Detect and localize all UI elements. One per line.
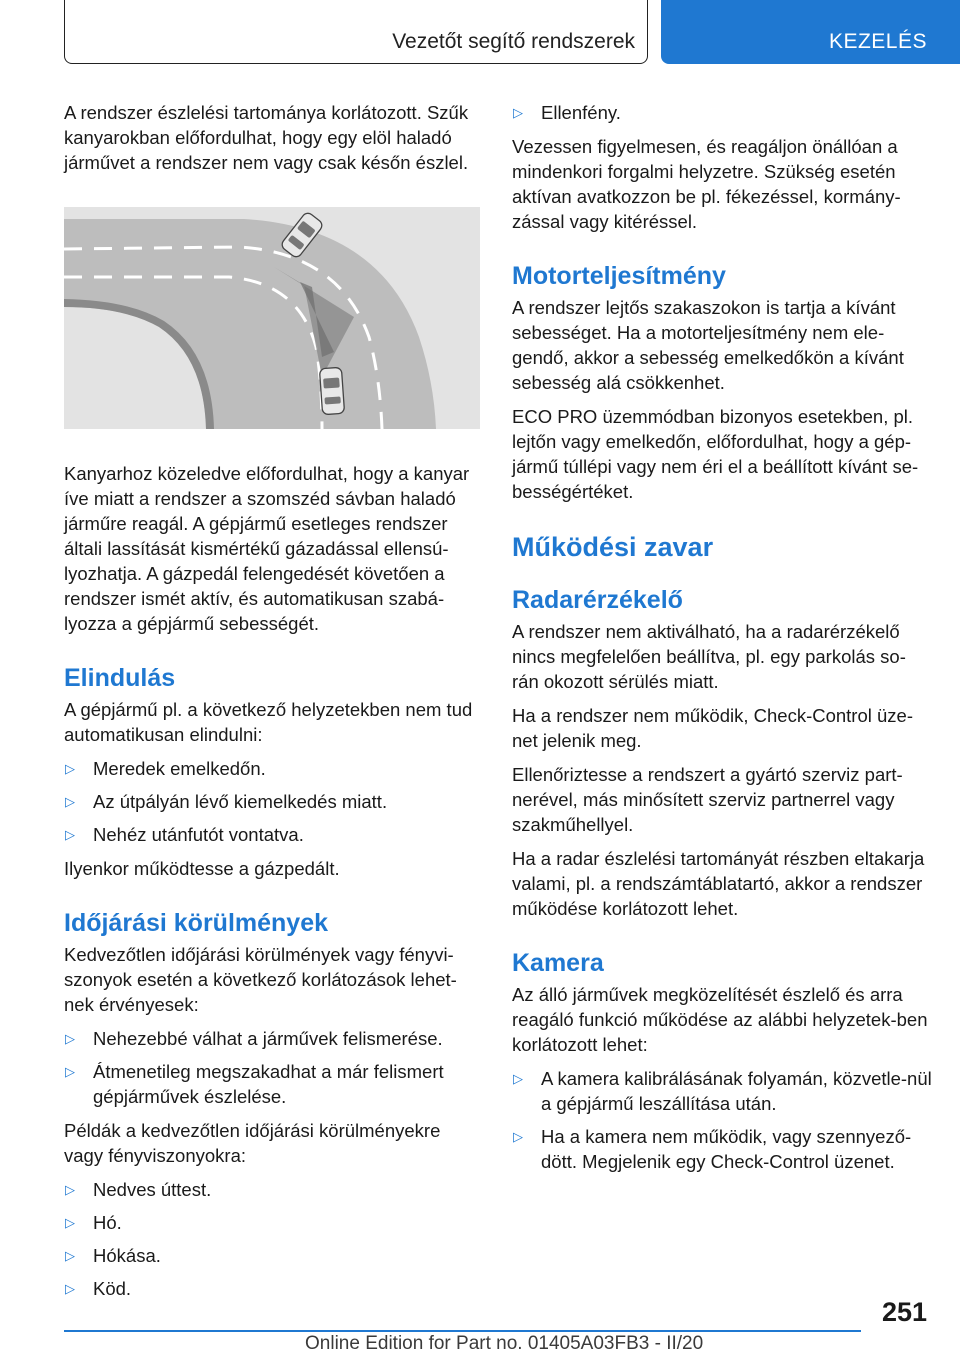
paragraph: ECO PRO üzemmódban bizonyos esetekben, pl. lejtőn vagy emelkedőn, előfordulhat, hogy a gép-jármű túllépi vagy nem éri el a beállított kívánt se-bességértéket. [512,406,919,502]
paragraph: A gépjármű pl. a következő helyzetekben nem tud automatikusan elindulni: [64,699,473,745]
header-chapter-tab [661,0,960,64]
triangle-bullet-icon: ▷ [65,1248,75,1263]
triangle-bullet-icon: ▷ [513,105,523,120]
triangle-bullet-icon: ▷ [65,1064,75,1079]
paragraph: Ha a rendszer nem működik, Check-Control üze-net jelenik meg. [512,705,913,751]
list-item [64,1210,482,1235]
triangle-bullet-icon: ▷ [513,1071,523,1086]
list-item-text: Ellenfény. [541,102,621,123]
left-column [64,100,482,1310]
section-heading: Radarérzékelő [512,586,683,614]
bullet-list [64,1177,482,1301]
section-heading: Kamera [512,949,604,977]
triangle-bullet-icon: ▷ [65,1031,75,1046]
list-item [64,1177,482,1202]
triangle-bullet-icon: ▷ [65,794,75,809]
header-title: Vezetőt segítő rendszerek [392,30,635,53]
paragraph: A rendszer észlelési tartománya korlátozott. Szűk kanyarokban előfordulhat, hogy egy elöl haladó járművet a rendszer nem vagy csak későn észlel. [64,102,469,173]
list-item-text: Nehezebbé válhat a járművek felismerése. [93,1028,443,1049]
paragraph: Ellenőriztesse a rendszert a gyártó szerviz part-nerével, más minősített szerviz partnerrel vagy szakműhellyel. [512,764,903,835]
list-item-text: Átmenetileg megszakadhat a már felismert gépjárművek észlelése. [93,1061,444,1107]
chapter-heading: Működési zavar [512,532,714,562]
section-heading: Elindulás [64,664,176,692]
list-item [64,756,482,781]
list-item [64,1059,482,1109]
list-item [64,822,482,847]
own-car [319,367,344,414]
list-item-text: Ha a kamera nem működik, vagy szennyező-dött. Megjelenik egy Check-Control üzenet. [541,1126,912,1172]
paragraph: Vezessen figyelmesen, és reagáljon önállóan a mindenkori forgalmi helyzetre. Szükség esetén aktívan avatkozzon be pl. fékezéssel, kormány-zással vagy kitéréssel. [512,136,901,232]
list-item-text: Hókása. [93,1245,161,1266]
list-item-text: Köd. [93,1278,132,1299]
footer-divider [64,1330,861,1332]
list-item [512,1066,932,1116]
list-item [64,1026,482,1051]
triangle-bullet-icon: ▷ [65,1281,75,1296]
bullet-list [64,1026,482,1109]
paragraph: A rendszer lejtős szakaszokon is tartja a kívánt sebességet. Ha a motorteljesítmény nem ele-gendő, akkor a sebesség emelkedőkön a kívánt sebesség alá csökkenhet. [512,297,904,393]
triangle-bullet-icon: ▷ [65,761,75,776]
list-item [512,1124,932,1174]
bullet-list [512,100,932,125]
car-rear-window [324,396,340,404]
triangle-bullet-icon: ▷ [65,1182,75,1197]
paragraph: Kanyarhoz közeledve előfordulhat, hogy a kanyar íve miatt a rendszer a szomszéd sávban haladó járműre reagál. A gépjármű esetleges rendszer általi lassítását kismértékű gázadással ellensú-lyozhatja. A gázpedál felengedését követően a rendszer ismét aktív, és automatikusan szabá-lyozza a gépjármű sebességét. [64,463,470,634]
paragraph: Ha a radar észlelési tartományát részben eltakarja valami, pl. a rendszámtáblatartó, akkor a rendszer működése korlátozott lehet. [512,848,925,919]
section-heading: Motorteljesítmény [512,262,726,290]
list-item-text: Nehéz utánfutót vontatva. [93,824,304,845]
list-item [64,1276,482,1301]
list-item-text: Az útpályán lévő kiemelkedés miatt. [93,791,388,812]
section-heading: Időjárási körülmények [64,909,329,937]
curve-road-illustration [64,207,480,429]
header-chapter: KEZELÉS [828,30,927,53]
list-item [512,100,932,125]
right-column [512,100,932,1183]
list-item-text: Meredek emelkedőn. [93,758,266,779]
paragraph: Az álló járművek megközelítését észlelő és arra reagáló funkció működése az alábbi helyzetek-ben korlátozott lehet: [512,984,928,1055]
car-body [319,367,344,414]
paragraph: A rendszer nem aktiválható, ha a radarérzékelő nincs megfelelően beállítva, pl. egy parkolás so-rán okozott sérülés miatt. [512,621,906,692]
list-item-text: A kamera kalibrálásának folyamán, közvetle-nül a gépjármű leszállítása után. [541,1068,932,1114]
car-windshield [323,377,340,388]
bullet-list [64,756,482,847]
page-number: 251 [882,1297,928,1327]
triangle-bullet-icon: ▷ [65,1215,75,1230]
list-item [64,789,482,814]
paragraph: Példák a kedvezőtlen időjárási körülményekre vagy fényviszonyokra: [64,1120,441,1166]
bullet-list [512,1066,932,1174]
list-item [64,1243,482,1268]
list-item-text: Hó. [93,1212,122,1233]
paragraph: Kedvezőtlen időjárási körülmények vagy fényvi-szonyok esetén a következő korlátozások lehet-nek érvényesek: [64,944,457,1015]
edition-note: Online Edition for Part no. 01405A03FB3 - II/20 [305,1333,704,1354]
list-item-text: Nedves úttest. [93,1179,212,1200]
paragraph: Ilyenkor működtesse a gázpedált. [64,858,340,879]
header-title-box [64,0,648,64]
triangle-bullet-icon: ▷ [513,1129,523,1144]
triangle-bullet-icon: ▷ [65,827,75,842]
